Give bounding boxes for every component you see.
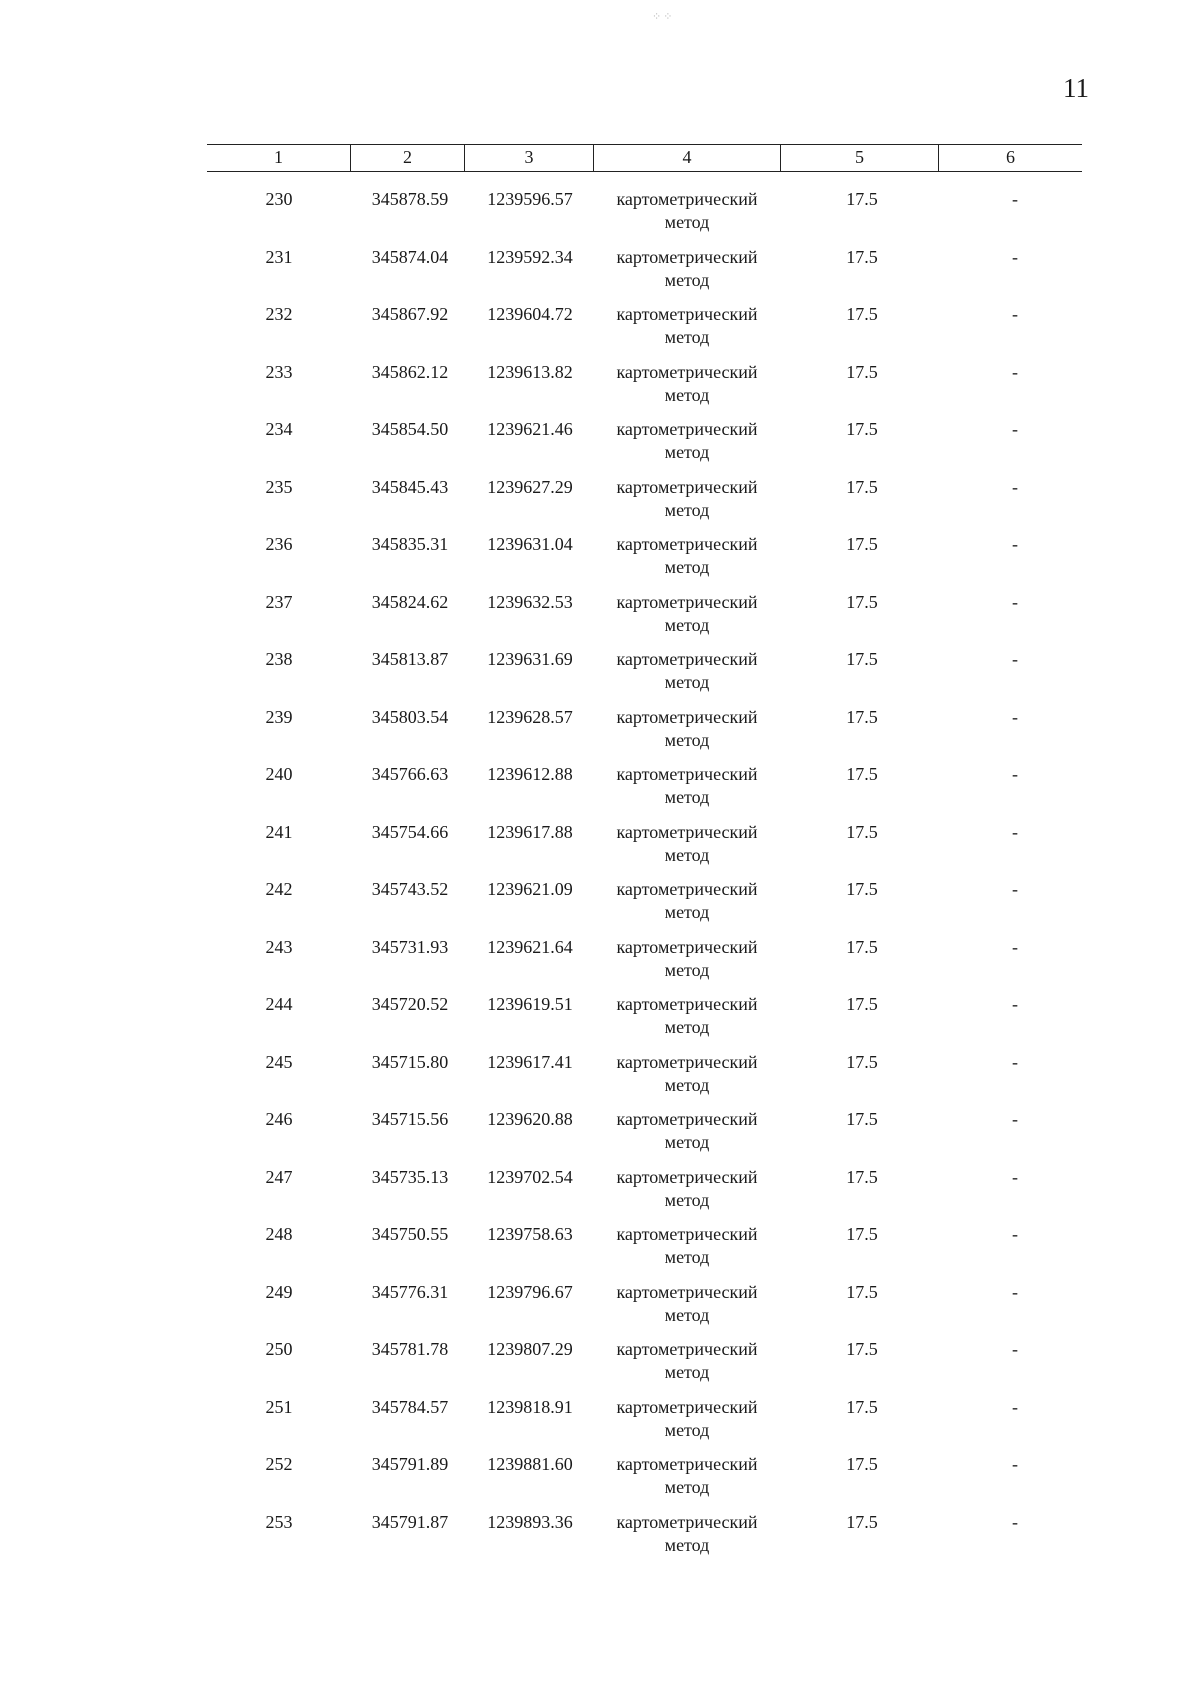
accuracy-value: 17.5 [846, 1454, 878, 1474]
table-row [207, 1511, 1082, 1569]
table-row [207, 591, 1082, 649]
table-row [207, 878, 1082, 936]
coordinate-x: 345735.13 [371, 1166, 449, 1187]
method-line-2: метод [664, 1247, 710, 1267]
description-value: - [1012, 649, 1018, 669]
method-line-2: метод [664, 959, 710, 980]
point-number: 251 [265, 1396, 293, 1417]
header-col-1: 1 [274, 147, 283, 167]
table-row [207, 361, 1082, 419]
method-cell [592, 1453, 782, 1499]
coordinate-x: 345854.50 [371, 419, 449, 439]
method-cell [592, 533, 782, 579]
description-value: - [1012, 304, 1018, 324]
method-line-2: метод [664, 442, 710, 462]
method-cell [592, 188, 782, 234]
method-line-2: метод [664, 1419, 710, 1440]
method-line-1: картометрический [616, 1224, 758, 1244]
header-col-3: 3 [464, 145, 593, 171]
coordinate-y: 1239627.29 [487, 476, 573, 497]
accuracy-value: 17.5 [846, 1224, 878, 1244]
coordinate-x: 345731.93 [371, 936, 449, 957]
method-line-2: метод [664, 1074, 710, 1095]
accuracy-value: 17.5 [846, 1109, 878, 1129]
coordinate-x: 345791.89 [371, 1454, 449, 1474]
coordinate-x: 345867.92 [371, 304, 449, 324]
method-line-1: картометрический [616, 706, 758, 727]
point-number: 237 [265, 591, 293, 612]
method-line-1: картометрический [616, 591, 758, 612]
table-row [207, 1223, 1082, 1281]
method-cell [592, 993, 782, 1039]
coordinate-y: 1239621.46 [487, 419, 573, 439]
accuracy-value: 17.5 [846, 246, 878, 267]
table-row [207, 936, 1082, 994]
coordinate-y: 1239617.88 [487, 821, 573, 842]
method-cell [592, 706, 782, 752]
method-cell [592, 303, 782, 349]
coordinate-x: 345824.62 [371, 591, 449, 612]
method-line-1: картометрический [616, 419, 758, 439]
coordinate-x: 345715.56 [371, 1109, 449, 1129]
description-value: - [1012, 361, 1018, 382]
description-value: - [1012, 994, 1018, 1014]
accuracy-value: 17.5 [846, 936, 878, 957]
method-line-1: картометрический [616, 764, 758, 784]
point-number: 244 [265, 994, 293, 1014]
description-value: - [1012, 1454, 1018, 1474]
method-cell [592, 1223, 782, 1269]
coordinate-x: 345878.59 [371, 189, 449, 209]
description-value: - [1012, 1396, 1018, 1417]
method-cell [592, 476, 782, 522]
coordinate-x: 345784.57 [371, 1396, 449, 1417]
table-row [207, 821, 1082, 879]
point-number: 243 [265, 936, 293, 957]
coordinate-y: 1239758.63 [487, 1224, 573, 1244]
coordinate-y: 1239893.36 [487, 1511, 573, 1532]
method-line-1: картометрический [616, 879, 758, 899]
table-body [207, 188, 1082, 1568]
table-header [207, 144, 1082, 172]
coordinate-y: 1239702.54 [487, 1166, 573, 1187]
point-number: 249 [265, 1281, 293, 1302]
coordinate-y: 1239881.60 [487, 1454, 573, 1474]
method-cell [592, 1511, 782, 1557]
coordinate-x: 345862.12 [371, 361, 449, 382]
method-line-1: картометрический [616, 1109, 758, 1129]
header-col-2: 2 [350, 145, 464, 171]
coordinate-x: 345754.66 [371, 821, 449, 842]
method-line-1: картометрический [616, 534, 758, 554]
table-row [207, 706, 1082, 764]
table-row [207, 1166, 1082, 1224]
accuracy-value: 17.5 [846, 994, 878, 1014]
method-line-1: картометрический [616, 304, 758, 324]
description-value: - [1012, 1166, 1018, 1187]
coordinate-y: 1239621.09 [487, 879, 573, 899]
description-value: - [1012, 1511, 1018, 1532]
accuracy-value: 17.5 [846, 1511, 878, 1532]
accuracy-value: 17.5 [846, 649, 878, 669]
coordinate-y: 1239621.64 [487, 936, 573, 957]
coordinate-y: 1239796.67 [487, 1281, 573, 1302]
point-number: 238 [265, 649, 293, 669]
point-number: 232 [265, 304, 293, 324]
method-line-2: метод [664, 1189, 710, 1210]
table-row [207, 648, 1082, 706]
table-row [207, 1108, 1082, 1166]
point-number: 246 [265, 1109, 293, 1129]
coordinate-y: 1239596.57 [487, 189, 573, 209]
accuracy-value: 17.5 [846, 534, 878, 554]
description-value: - [1012, 821, 1018, 842]
method-line-1: картометрический [616, 994, 758, 1014]
accuracy-value: 17.5 [846, 879, 878, 899]
method-cell [592, 1108, 782, 1154]
method-line-1: картометрический [616, 361, 758, 382]
method-cell [592, 648, 782, 694]
table-row [207, 1051, 1082, 1109]
description-value: - [1012, 764, 1018, 784]
coordinate-y: 1239628.57 [487, 706, 573, 727]
table-row [207, 418, 1082, 476]
description-value: - [1012, 1109, 1018, 1129]
point-number: 236 [265, 534, 293, 554]
header-col-6: 6 [938, 145, 1082, 171]
method-line-2: метод [664, 672, 710, 692]
coordinate-y: 1239604.72 [487, 304, 573, 324]
description-value: - [1012, 246, 1018, 267]
point-number: 253 [265, 1511, 293, 1532]
method-cell [592, 1396, 782, 1442]
description-value: - [1012, 1051, 1018, 1072]
coordinate-x: 345766.63 [371, 764, 449, 784]
method-cell [592, 878, 782, 924]
description-value: - [1012, 591, 1018, 612]
method-line-1: картометрический [616, 1051, 758, 1072]
table-row [207, 1338, 1082, 1396]
accuracy-value: 17.5 [846, 1396, 878, 1417]
accuracy-value: 17.5 [846, 764, 878, 784]
method-line-2: метод [664, 1362, 710, 1382]
description-value: - [1012, 1339, 1018, 1359]
description-value: - [1012, 1281, 1018, 1302]
coordinate-y: 1239613.82 [487, 361, 573, 382]
table-row [207, 303, 1082, 361]
point-number: 247 [265, 1166, 293, 1187]
coordinate-y: 1239619.51 [487, 994, 573, 1014]
method-line-2: метод [664, 384, 710, 405]
method-line-2: метод [664, 1017, 710, 1037]
accuracy-value: 17.5 [846, 821, 878, 842]
accuracy-value: 17.5 [846, 706, 878, 727]
point-number: 248 [265, 1224, 293, 1244]
method-line-1: картометрический [616, 1396, 758, 1417]
point-number: 240 [265, 764, 293, 784]
coordinate-x: 345874.04 [371, 246, 449, 267]
coordinate-y: 1239612.88 [487, 764, 573, 784]
coordinate-y: 1239807.29 [487, 1339, 573, 1359]
description-value: - [1012, 189, 1018, 209]
point-number: 233 [265, 361, 293, 382]
method-line-2: метод [664, 269, 710, 290]
table-row [207, 993, 1082, 1051]
point-number: 239 [265, 706, 293, 727]
method-line-2: метод [664, 787, 710, 807]
method-line-2: метод [664, 212, 710, 232]
method-line-2: метод [664, 557, 710, 577]
coordinate-x: 345781.78 [371, 1339, 449, 1359]
method-line-1: картометрический [616, 1339, 758, 1359]
coordinate-y: 1239818.91 [487, 1396, 573, 1417]
point-number: 235 [265, 476, 293, 497]
coordinate-y: 1239620.88 [487, 1109, 573, 1129]
coordinate-y: 1239631.69 [487, 649, 573, 669]
coordinate-y: 1239632.53 [487, 591, 573, 612]
coordinate-x: 345791.87 [371, 1511, 449, 1532]
method-line-1: картометрический [616, 1281, 758, 1302]
point-number: 241 [265, 821, 293, 842]
method-line-1: картометрический [616, 821, 758, 842]
table-row [207, 476, 1082, 534]
method-line-1: картометрический [616, 246, 758, 267]
method-cell [592, 1051, 782, 1097]
method-line-1: картометрический [616, 1511, 758, 1532]
method-line-2: метод [664, 1132, 710, 1152]
accuracy-value: 17.5 [846, 1339, 878, 1359]
method-cell [592, 591, 782, 637]
point-number: 250 [265, 1339, 293, 1359]
table-row [207, 1396, 1082, 1454]
accuracy-value: 17.5 [846, 591, 878, 612]
table-row [207, 1281, 1082, 1339]
method-line-1: картометрический [616, 189, 758, 209]
method-cell [592, 763, 782, 809]
table-row [207, 188, 1082, 246]
description-value: - [1012, 419, 1018, 439]
coordinate-y: 1239592.34 [487, 246, 573, 267]
coordinate-y: 1239631.04 [487, 534, 573, 554]
accuracy-value: 17.5 [846, 189, 878, 209]
table-row [207, 246, 1082, 304]
method-line-2: метод [664, 902, 710, 922]
table-row [207, 1453, 1082, 1511]
method-line-2: метод [664, 729, 710, 750]
method-line-2: метод [664, 844, 710, 865]
accuracy-value: 17.5 [846, 476, 878, 497]
description-value: - [1012, 936, 1018, 957]
method-cell [592, 1281, 782, 1327]
method-line-1: картометрический [616, 476, 758, 497]
method-cell [592, 936, 782, 982]
method-cell [592, 1166, 782, 1212]
method-cell [592, 1338, 782, 1384]
coordinate-x: 345845.43 [371, 476, 449, 497]
coordinate-x: 345813.87 [371, 649, 449, 669]
method-line-2: метод [664, 327, 710, 347]
method-line-2: метод [664, 1534, 710, 1555]
point-number: 245 [265, 1051, 293, 1072]
header-col-5: 5 [780, 145, 938, 171]
description-value: - [1012, 1224, 1018, 1244]
point-number: 242 [265, 879, 293, 899]
description-value: - [1012, 476, 1018, 497]
method-line-2: метод [664, 614, 710, 635]
description-value: - [1012, 706, 1018, 727]
table-row [207, 533, 1082, 591]
coordinate-x: 345743.52 [371, 879, 449, 899]
method-line-1: картометрический [616, 649, 758, 669]
coordinate-x: 345720.52 [371, 994, 449, 1014]
point-number: 231 [265, 246, 293, 267]
table-row [207, 763, 1082, 821]
accuracy-value: 17.5 [846, 1051, 878, 1072]
accuracy-value: 17.5 [846, 1166, 878, 1187]
method-cell [592, 361, 782, 407]
point-number: 230 [265, 189, 293, 209]
coordinate-x: 345803.54 [371, 706, 449, 727]
method-line-1: картометрический [616, 936, 758, 957]
description-value: - [1012, 534, 1018, 554]
accuracy-value: 17.5 [846, 419, 878, 439]
coordinate-x: 345776.31 [371, 1281, 449, 1302]
method-line-1: картометрический [616, 1166, 758, 1187]
method-line-2: метод [664, 1304, 710, 1325]
method-line-2: метод [664, 1477, 710, 1497]
coordinate-x: 345750.55 [371, 1224, 449, 1244]
method-line-1: картометрический [616, 1454, 758, 1474]
method-cell [592, 246, 782, 292]
header-col-4: 4 [593, 145, 780, 171]
description-value: - [1012, 879, 1018, 899]
accuracy-value: 17.5 [846, 304, 878, 324]
point-number: 234 [265, 419, 293, 439]
accuracy-value: 17.5 [846, 1281, 878, 1302]
scan-speck: ⁘⁘ [652, 11, 675, 23]
method-cell [592, 821, 782, 867]
page-number: 11 [1063, 73, 1089, 103]
accuracy-value: 17.5 [846, 361, 878, 382]
coordinate-y: 1239617.41 [487, 1051, 573, 1072]
method-line-2: метод [664, 499, 710, 520]
coordinate-x: 345835.31 [371, 534, 449, 554]
method-cell [592, 418, 782, 464]
coordinate-x: 345715.80 [371, 1051, 449, 1072]
point-number: 252 [265, 1454, 293, 1474]
